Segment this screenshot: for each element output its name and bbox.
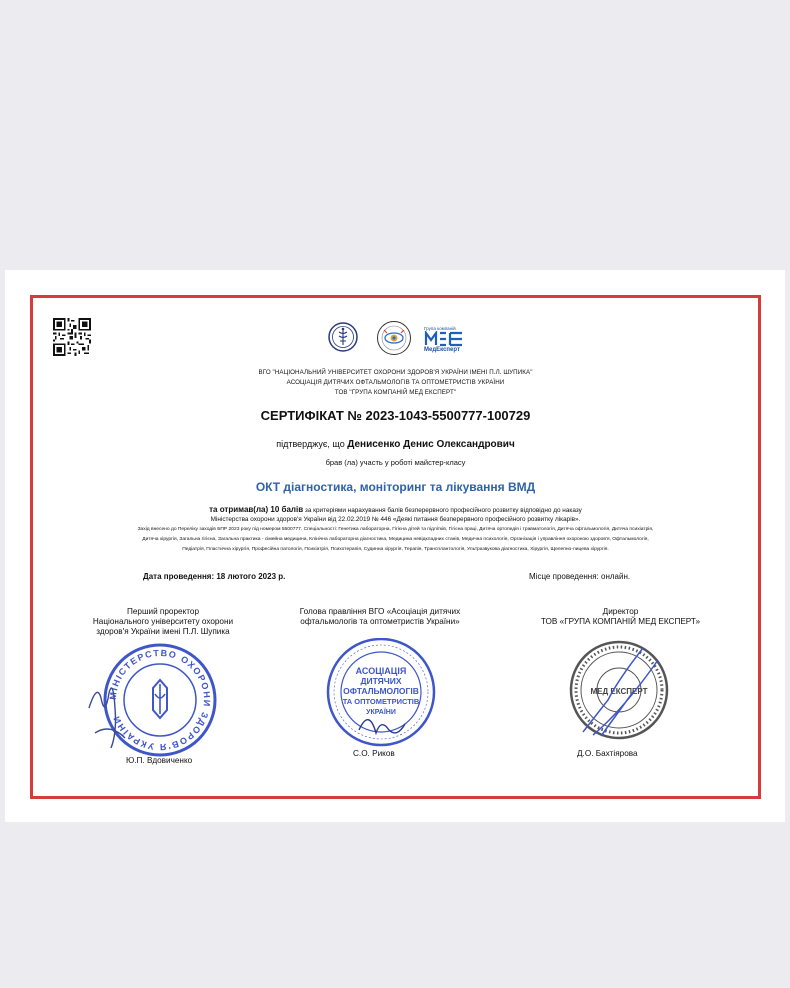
confirm-prefix: підтверджує, що bbox=[276, 439, 345, 449]
certificate-sheet bbox=[5, 270, 785, 822]
position-line: Голова правління ВГО «Асоціація дитячих bbox=[299, 607, 461, 616]
points-block bbox=[33, 505, 758, 524]
event-date: Дата проведення: 18 лютого 2023 р. bbox=[143, 572, 286, 581]
stamp1-ring-text: МІНІСТЕРСТВО ОХОРОНИ ЗДОРОВ'Я УКРАЇНИ bbox=[107, 647, 213, 753]
course-name: ОКТ діагностика, моніторинг та лікування ВМД bbox=[255, 480, 536, 494]
signatory-3-name: Д.О. Бахтіярова bbox=[577, 749, 638, 758]
medexpert-logo-brand: МедЕксперт bbox=[424, 347, 460, 353]
position-line: офтальмологів та оптометристів України» bbox=[300, 617, 460, 626]
position-line: здоров'я України імені П.Л. Шупика bbox=[96, 627, 230, 636]
organization-line: АСОЦІАЦІЯ ДИТЯЧИХ ОФТАЛЬМОЛОГІВ ТА ОПТОМЕТРИСТІВ УКРАЇНИ bbox=[286, 379, 505, 386]
stamp2-line: УКРАЇНИ bbox=[366, 709, 396, 716]
organizations-list bbox=[33, 368, 758, 398]
partner-logos bbox=[328, 320, 478, 360]
points-text-2: Міністерства охорони здоров'я України від 22.02.2019 № 446 «Деякі питання безперервного професійного розвитку лікарів». bbox=[210, 516, 581, 523]
medexpert-logo-top: Група компаній bbox=[424, 326, 456, 331]
medexpert-mark-icon bbox=[424, 331, 464, 347]
points-bold: та отримав(ла) 10 балів bbox=[209, 505, 304, 514]
university-emblem-icon bbox=[328, 320, 358, 354]
stamp2-line: ТА ОПТОМЕТРИСТІВ bbox=[342, 697, 420, 706]
organization-line: ВГО "НАЦІОНАЛЬНИЙ УНІВЕРСИТЕТ ОХОРОНИ ЗДОРОВ'Я УКРАЇНИ ІМЕНІ П.Л. ШУПИКА" bbox=[258, 369, 533, 376]
confirm-line bbox=[33, 439, 758, 450]
included-line: Педіатрія, Пластична хірургія, Професійна патологія, Психіатрія, Психотерапія, Судинна хірургія, Терапія, Трансплантологія, Ультразвукова діагностика, Хірургія, Щелепно-лицева хірургія. bbox=[182, 547, 609, 552]
signatory-1-position bbox=[73, 607, 253, 637]
certificate-title: СЕРТИФІКАТ № 2023-1043-5500777-100729 bbox=[260, 408, 531, 423]
association-stamp-icon bbox=[321, 638, 441, 748]
signatory-1-name: Ю.П. Вдовиченко bbox=[126, 756, 193, 765]
position-line: Перший проректор bbox=[126, 607, 200, 616]
certificate-frame bbox=[30, 295, 761, 799]
position-line: Директор bbox=[602, 607, 639, 616]
organization-line: ТОВ "ГРУПА КОМПАНІЙ МЕД ЕКСПЕРТ" bbox=[334, 389, 457, 396]
included-specialties bbox=[45, 525, 746, 555]
signatory-2-name: С.О. Риков bbox=[353, 749, 395, 758]
stamp2-line: ДИТЯЧИХ bbox=[360, 676, 402, 686]
qr-code-icon bbox=[53, 318, 91, 356]
position-line: Національного університету охорони bbox=[92, 617, 234, 626]
medexpert-logo bbox=[424, 326, 472, 353]
stamp3-center-text: МЕД ЕКСПЕРТ bbox=[590, 687, 648, 696]
participant-name: Денисенко Денис Олександрович bbox=[347, 439, 515, 450]
signatory-2-position bbox=[275, 607, 485, 627]
stamp2-line: ОФТАЛЬМОЛОГІВ bbox=[343, 686, 419, 696]
position-line: ТОВ «ГРУПА КОМПАНІЙ МЕД ЕКСПЕРТ» bbox=[540, 617, 701, 626]
included-line: Дитяча хірургія, Загальна гігієна, Загальна практика - сімейна медицина, Клінічна лабораторна діагностика, Медицина невідкладних станів, Медична психологія, Організація і управління охороною здоров'я, Офтальмологія, bbox=[142, 537, 649, 542]
university-stamp-icon bbox=[75, 638, 235, 763]
event-place: Місце проведення: онлайн. bbox=[529, 572, 631, 581]
stamp2-line: АСОЦІАЦІЯ bbox=[355, 666, 407, 676]
included-line: Захід внесено до Переліку заходів БПР 2023 року під номером 5500777. Спеціальності: Генетика лабораторна, Гігієна дітей та підлітків, Гігієна праці, Дитяча ортопедія і травматологія, Дитяча офтальмологія, Дитяча психіатрія, bbox=[137, 527, 654, 532]
points-text: за критеріями нарахування балів безперервного професійного розвитку відповідно до наказу bbox=[304, 507, 582, 514]
signatory-3-position bbox=[518, 607, 723, 627]
association-logo-icon bbox=[376, 320, 412, 356]
participated-text: брав (ла) участь у роботі майстер-класу bbox=[325, 458, 466, 467]
company-stamp-icon bbox=[563, 640, 673, 745]
